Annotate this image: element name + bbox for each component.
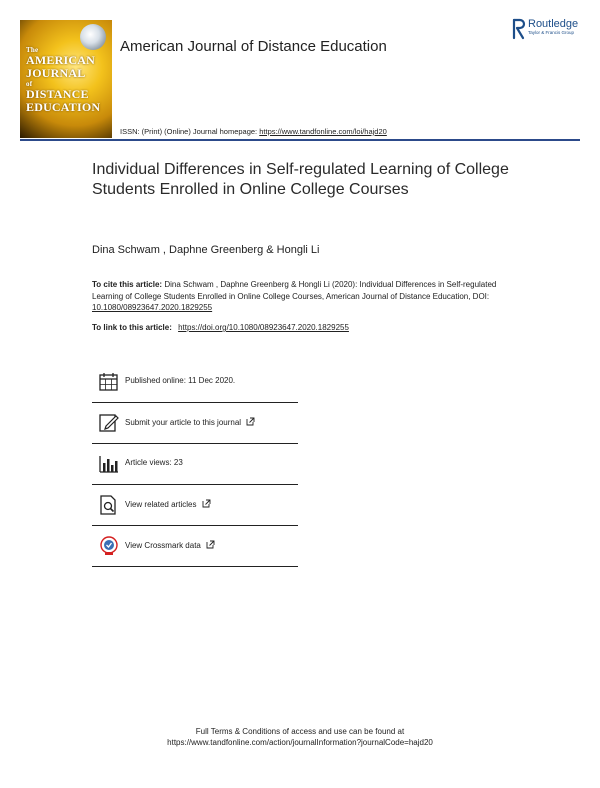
related-articles-link[interactable]: [125, 499, 211, 509]
footer: [0, 726, 600, 748]
footer-terms-text: Full Terms & Conditions of access and use can be found at: [195, 727, 405, 736]
issn-line: [120, 127, 387, 136]
article-authors: Dina Schwam , Daphne Greenberg & Hongli Li: [92, 244, 320, 256]
cover-line: of: [26, 80, 33, 88]
bar-chart-icon: [98, 453, 120, 475]
header-divider: [20, 139, 580, 141]
article-link-line: [92, 323, 349, 332]
crossmark-label[interactable]: View Crossmark data: [125, 541, 201, 550]
document-search-icon: [98, 494, 120, 516]
cite-text: Dina Schwam , Daphne Greenberg & Hongli Li (2020): Individual Differences in Self-regulated Learning of College Students Enrolled in Online College Courses, American Journal of Distance Education, DOI:: [92, 280, 497, 301]
external-link-icon: [202, 499, 211, 508]
article-views: Article views: 23: [125, 458, 183, 467]
crossmark-link[interactable]: [125, 540, 215, 550]
issn-text: ISSN: (Print) (Online) Journal homepage:: [120, 127, 258, 136]
external-link-icon: [246, 417, 255, 426]
journal-title: American Journal of Distance Education: [120, 38, 387, 55]
cover-line: JOURNAL: [26, 66, 86, 80]
cover-line: The: [26, 46, 39, 54]
doi-link[interactable]: 10.1080/08923647.2020.1829255: [92, 303, 213, 312]
routledge-logo-icon: [512, 18, 526, 40]
calendar-icon: [98, 371, 120, 393]
published-row: [92, 362, 298, 403]
publisher-tagline: Taylor & Francis Group: [528, 30, 575, 35]
crossmark-row[interactable]: [92, 526, 298, 567]
journal-homepage-link[interactable]: https://www.tandfonline.com/loi/hajd20: [259, 127, 387, 136]
submit-article-link[interactable]: [125, 417, 255, 427]
external-link-icon: [206, 540, 215, 549]
cover-line: AMERICAN: [26, 53, 95, 67]
submit-article-label[interactable]: Submit your article to this journal: [125, 418, 242, 427]
article-info-list: [92, 362, 298, 567]
related-row[interactable]: [92, 485, 298, 526]
article-doi-url[interactable]: https://doi.org/10.1080/08923647.2020.1829255: [178, 323, 349, 332]
article-title: Individual Differences in Self-regulated Learning of College Students Enrolled in Online College Courses: [92, 161, 509, 198]
published-date: Published online: 11 Dec 2020.: [125, 376, 236, 385]
submit-row[interactable]: [92, 403, 298, 444]
cite-label: To cite this article:: [92, 280, 163, 289]
footer-journal-link[interactable]: https://www.tandfonline.com/action/journalInformation?journalCode=hajd20: [167, 738, 433, 747]
link-label: To link to this article:: [92, 323, 172, 332]
cover-line: DISTANCE: [26, 87, 89, 101]
cover-line: EDUCATION: [26, 100, 101, 114]
journal-cover-image: [20, 20, 112, 138]
views-row: [92, 444, 298, 485]
related-articles-label[interactable]: View related articles: [125, 500, 197, 509]
edit-icon: [98, 412, 120, 434]
citation-block: [92, 279, 522, 314]
cover-text: [26, 46, 112, 114]
publisher-name: Routledge: [528, 18, 579, 30]
crossmark-icon: [98, 535, 120, 557]
publisher-logo[interactable]: [512, 18, 592, 40]
